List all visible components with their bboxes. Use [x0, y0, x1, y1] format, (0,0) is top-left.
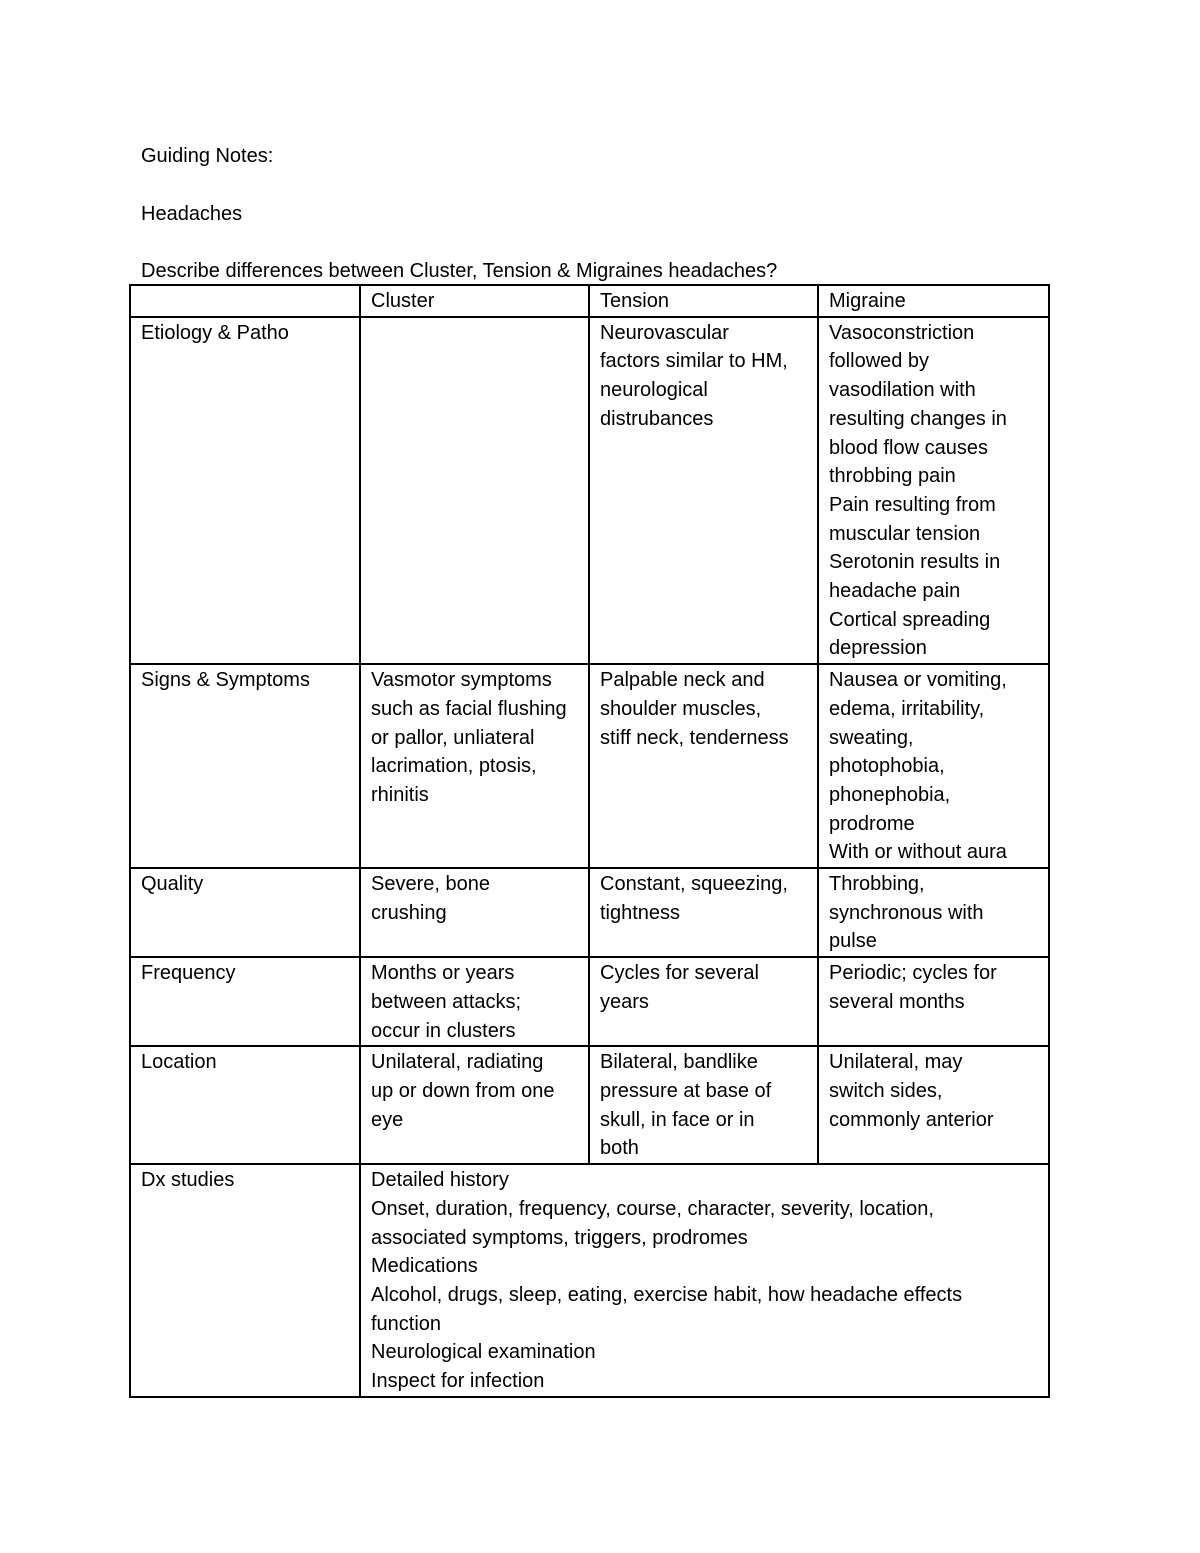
cell-text-line: shoulder muscles,: [600, 697, 762, 720]
table-row-location: [130, 1046, 1049, 1164]
guiding-notes-heading: Guiding Notes:: [141, 145, 274, 167]
cell-text-line: Onset, duration, frequency, course, character, severity, location,: [371, 1197, 934, 1220]
cluster-cell: [360, 957, 589, 1046]
cell-text-line: Pain resulting from: [829, 493, 996, 516]
migraine-cell: [818, 957, 1049, 1046]
cell-text-line: Alcohol, drugs, sleep, eating, exercise habit, how headache effects: [371, 1283, 963, 1306]
cell-text-line: Palpable neck and: [600, 669, 765, 692]
cell-text-line: With or without aura: [829, 841, 1007, 864]
cell-text-line: Neurovascular: [600, 321, 729, 344]
cell-text-line: photophobia,: [829, 755, 945, 778]
cell-text-line: depression: [829, 637, 927, 660]
cell-text-line: synchronous with: [829, 901, 984, 924]
cell-text-line: pressure at base of: [600, 1079, 772, 1102]
cluster-cell: [360, 317, 589, 664]
cell-text-line: or pallor, unliateral: [371, 726, 535, 749]
header-cell-migraine: Migraine: [818, 285, 1049, 317]
table-row-frequency: [130, 957, 1049, 1046]
cluster-cell: [360, 664, 589, 868]
cell-text-line: pulse: [829, 930, 877, 953]
cell-text-line: Cycles for several: [600, 962, 759, 985]
cell-text-line: stiff neck, tenderness: [600, 726, 789, 749]
cell-text-line: Periodic; cycles for: [829, 962, 997, 985]
cell-text-line: Months or years: [371, 962, 515, 985]
header-cell-cluster: Cluster: [360, 285, 589, 317]
row-label: Etiology & Patho: [130, 317, 360, 664]
table-row-etiology: [130, 317, 1049, 664]
cell-text-line: resulting changes in: [829, 407, 1007, 430]
table-row-dx-studies: [130, 1164, 1049, 1397]
cell-text-line: eye: [371, 1108, 404, 1131]
cell-text-line: Unilateral, radiating: [371, 1051, 544, 1074]
cell-text-line: factors similar to HM,: [600, 350, 788, 373]
cell-text-line: associated symptoms, triggers, prodromes: [371, 1226, 748, 1249]
header-cell-tension: Tension: [589, 285, 818, 317]
header-cell-empty: [130, 285, 360, 317]
cell-text-line: Nausea or vomiting,: [829, 669, 1007, 692]
cell-text-line: sweating,: [829, 726, 914, 749]
cell-text-line: between attacks;: [371, 990, 522, 1013]
cell-text-line: Unilateral, may: [829, 1051, 963, 1074]
migraine-cell: [818, 664, 1049, 868]
cell-text-line: Constant, squeezing,: [600, 873, 788, 896]
cell-text-line: vasodilation with: [829, 379, 976, 402]
cell-text-line: Throbbing,: [829, 873, 925, 896]
cell-text-line: Cortical spreading: [829, 608, 991, 631]
row-label: Location: [130, 1046, 360, 1164]
cell-text-line: commonly anterior: [829, 1108, 994, 1131]
cell-text-line: Vasoconstriction: [829, 321, 975, 344]
topic-title: Headaches: [141, 203, 243, 225]
cell-text-line: years: [600, 990, 649, 1013]
cell-text-line: distrubances: [600, 407, 714, 430]
cell-text-line: throbbing pain: [829, 465, 956, 488]
tension-cell: [589, 664, 818, 868]
headache-comparison-table: [129, 284, 1050, 1398]
tension-cell: [589, 957, 818, 1046]
cell-text-line: tightness: [600, 901, 681, 924]
cluster-cell: [360, 1046, 589, 1164]
cell-text-line: skull, in face or in: [600, 1108, 755, 1131]
cell-text-line: Detailed history: [371, 1169, 509, 1192]
cell-text-line: phonephobia,: [829, 783, 951, 806]
cell-text-line: headache pain: [829, 580, 961, 603]
cell-text-line: followed by: [829, 350, 930, 373]
table-header-row: [130, 285, 1049, 317]
cell-text-line: Vasmotor symptoms: [371, 669, 552, 692]
cell-text-line: several months: [829, 990, 965, 1013]
cell-text-line: Medications: [371, 1255, 478, 1278]
row-label: Frequency: [130, 957, 360, 1046]
cell-text-line: occur in clusters: [371, 1019, 516, 1042]
cell-text-line: blood flow causes: [829, 436, 988, 459]
cell-text-line: neurological: [600, 379, 708, 402]
migraine-cell: [818, 868, 1049, 957]
cluster-cell: [360, 868, 589, 957]
cell-text-line: edema, irritability,: [829, 697, 985, 720]
row-label: Signs & Symptoms: [130, 664, 360, 868]
row-label: Dx studies: [130, 1164, 360, 1397]
cell-text-line: crushing: [371, 901, 447, 924]
cell-text-line: rhinitis: [371, 783, 429, 806]
cell-text-line: prodrome: [829, 812, 915, 835]
question-prompt: Describe differences between Cluster, Tension & Migraines headaches?: [141, 260, 778, 282]
migraine-cell: [818, 317, 1049, 664]
tension-cell: [589, 868, 818, 957]
table-row-signs-symptoms: [130, 664, 1049, 868]
cell-text-line: such as facial flushing: [371, 697, 567, 720]
row-label: Quality: [130, 868, 360, 957]
cell-text-line: both: [600, 1137, 639, 1160]
cell-text-line: Bilateral, bandlike: [600, 1051, 758, 1074]
cell-text-line: function: [371, 1312, 442, 1335]
cell-text-line: muscular tension: [829, 522, 981, 545]
dx-studies-cell: [360, 1164, 1049, 1397]
cell-text-line: switch sides,: [829, 1079, 943, 1102]
migraine-cell: [818, 1046, 1049, 1164]
cell-text-line: Neurological examination: [371, 1341, 596, 1364]
table-row-quality: [130, 868, 1049, 957]
tension-cell: [589, 1046, 818, 1164]
cell-text-line: up or down from one: [371, 1079, 555, 1102]
tension-cell: [589, 317, 818, 664]
cell-text-line: lacrimation, ptosis,: [371, 755, 537, 778]
cell-text-line: Serotonin results in: [829, 551, 1001, 574]
cell-text-line: Severe, bone: [371, 873, 490, 896]
cell-text-line: Inspect for infection: [371, 1370, 545, 1393]
